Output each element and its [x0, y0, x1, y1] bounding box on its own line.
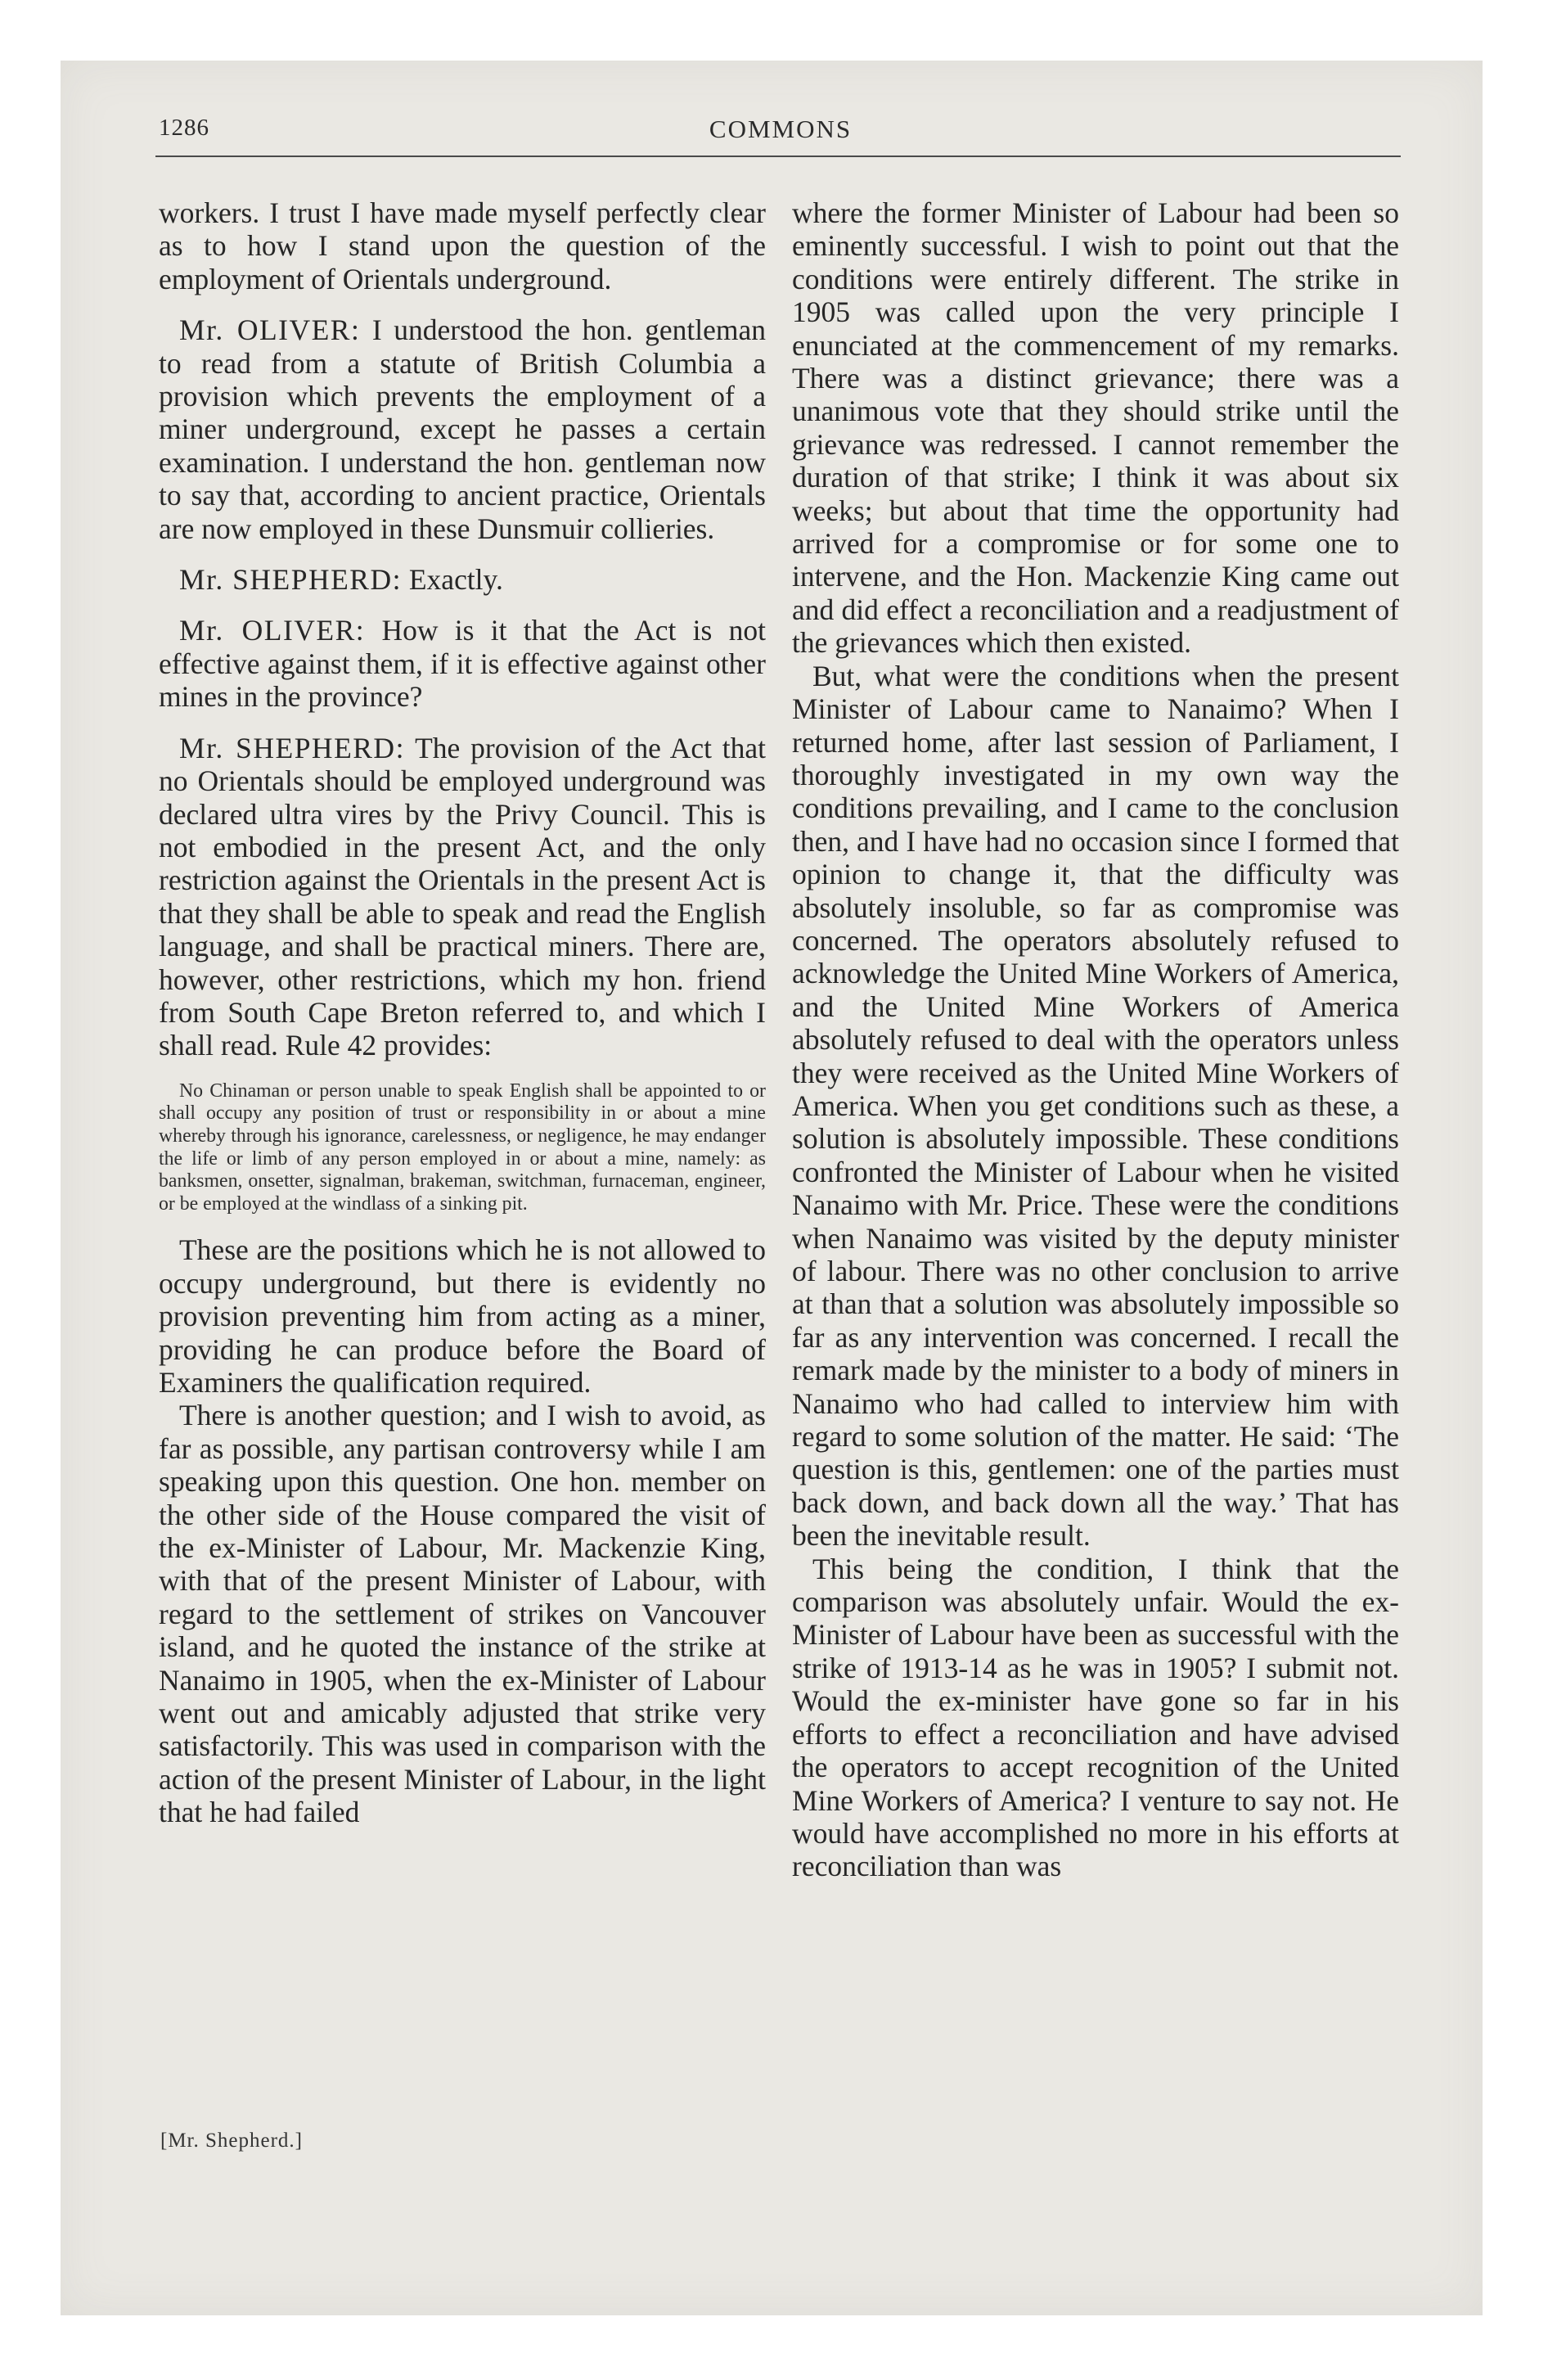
right-column — [792, 196, 1399, 1883]
paragraph: These are the positions which he is not allowed to occupy underground, but there is evidently no provision preventing him from acting as a miner, providing he can produce before the Board of Examiners the qualification required. — [159, 1233, 766, 1399]
page-number: 1286 — [159, 115, 209, 141]
speaker-reference: [Mr. Shepherd.] — [160, 2130, 303, 2152]
speech-paragraph — [159, 563, 766, 596]
speech-paragraph — [159, 614, 766, 713]
speaker-name: Mr. OLIVER: — [179, 614, 366, 647]
running-title: COMMONS — [709, 115, 853, 143]
speaker-name: Mr. OLIVER: — [179, 313, 361, 347]
speech-text: The provision of the Act that no Orientals should be employed underground was declared ultra vires by the Privy Council. This is not embodied in the present Act, and the only restriction against the Orientals in the present Act is that they shall be able to speak and read the English language, and shall be practical miners. There are, however, other restrictions, which my hon. friend from South Cape Breton referred to, and which I shall read. Rule 42 provides: — [159, 731, 766, 1062]
paragraph: But, what were the conditions when the present Minister of Labour came to Nanaimo? When I returned home, after last session of Parliament, I thoroughly investigated in my own way the conditions prevailing, and I came to the conclusion then, and I have had no occasion since I formed that opinion to change it, that the difficulty was absolutely insoluble, so far as compromise was concerned. The operators absolutely refused to acknowledge the United Mine Workers of America, and the United Mine Workers of America absolutely refused to deal with the operators unless they were received as the United Mine Workers of America. When you get conditions such as these, a solution is absolutely impossible. These conditions confronted the Minister of Labour when he visited Nanaimo with Mr. Price. These were the conditions when Nanaimo was visited by the deputy minister of labour. There was no other conclusion to arrive at than that a solution was absolutely impossible so far as any intervention was concerned. I recall the remark made by the minister to a body of miners in Nanaimo who had called to interview him with regard to some solution of the matter. He said: ‘The question is this, gentlemen: one of the parties must back down, and back down all the way.’ That has been the inevitable result. — [792, 659, 1399, 1553]
speech-paragraph — [159, 313, 766, 545]
paragraph: There is another question; and I wish to avoid, as far as possible, any partisan controversy while I am speaking upon this question. One hon. member on the other side of the House compared the visit of the ex-Minister of Labour, Mr. Mackenzie King, with that of the present Minister of Labour, with regard to the settlement of strikes on Vancouver island, and he quoted the instance of the strike at Nanaimo in 1905, when the ex-Minister of Labour went out and amicably adjusted that strike very satisfactorily. This was used in comparison with the action of the present Minister of Labour, in the light that he had failed — [159, 1399, 766, 1829]
speech-paragraph — [159, 732, 766, 1062]
block-quote: No Chinaman or person unable to speak English shall be appointed to or shall occupy any position of trust or responsibility in or about a mine whereby through his ignorance, carelessness, or negligence, he may endanger the life or limb of any person employed in or about a mine, namely: as banksmen, onsetter, signalman, brakeman, switchman, furnaceman, engineer, or be employed at the windlass of a sinking pit. — [159, 1080, 766, 1215]
speaker-name: Mr. SHEPHERD: — [179, 731, 405, 764]
speech-text: How is it that the Act is not effective against them, if it is effective against other mines in the province? — [159, 614, 766, 714]
page-header — [159, 115, 1402, 154]
speech-text: I understood the hon. gentleman to read from a statute of British Columbia a provision which prevents the employment of a miner underground, except he passes a certain examination. I understand the hon. gentleman now to say that, according to ancient practice, Orientals are now employed in these Dunsmuir collieries. — [159, 313, 767, 545]
header-rule — [155, 156, 1401, 157]
speaker-name: Mr. SHEPHERD: — [179, 563, 402, 597]
left-column — [159, 196, 766, 1829]
speech-text: Exactly. — [408, 563, 503, 597]
paragraph: workers. I trust I have made myself perfectly clear as to how I stand upon the question of the employment of Orientals underground. — [159, 196, 766, 295]
paragraph: where the former Minister of Labour had been so eminently successful. I wish to point out that the conditions were entirely different. The strike in 1905 was called upon the very principle I enunciated at the commencement of my remarks. There was a distinct grievance; there was a unanimous vote that they should strike until the grievance was redressed. I cannot remember the duration of that strike; I think it was about six weeks; but about that time the opportunity had arrived for a compromise or for some one to intervene, and the Hon. Mackenzie King came out and did effect a reconciliation and a readjustment of the grievances which then existed. — [792, 196, 1399, 660]
paragraph: This being the condition, I think that the comparison was absolutely unfair. Would the ex-Minister of Labour have been as successful with the strike of 1913-14 as he was in 1905? I submit not. Would the ex-minister have gone so far in his efforts to effect a reconciliation and have advised the operators to accept recognition of the United Mine Workers of America? I venture to say not. He would have accomplished no more in his efforts at reconciliation than was — [792, 1552, 1399, 1883]
